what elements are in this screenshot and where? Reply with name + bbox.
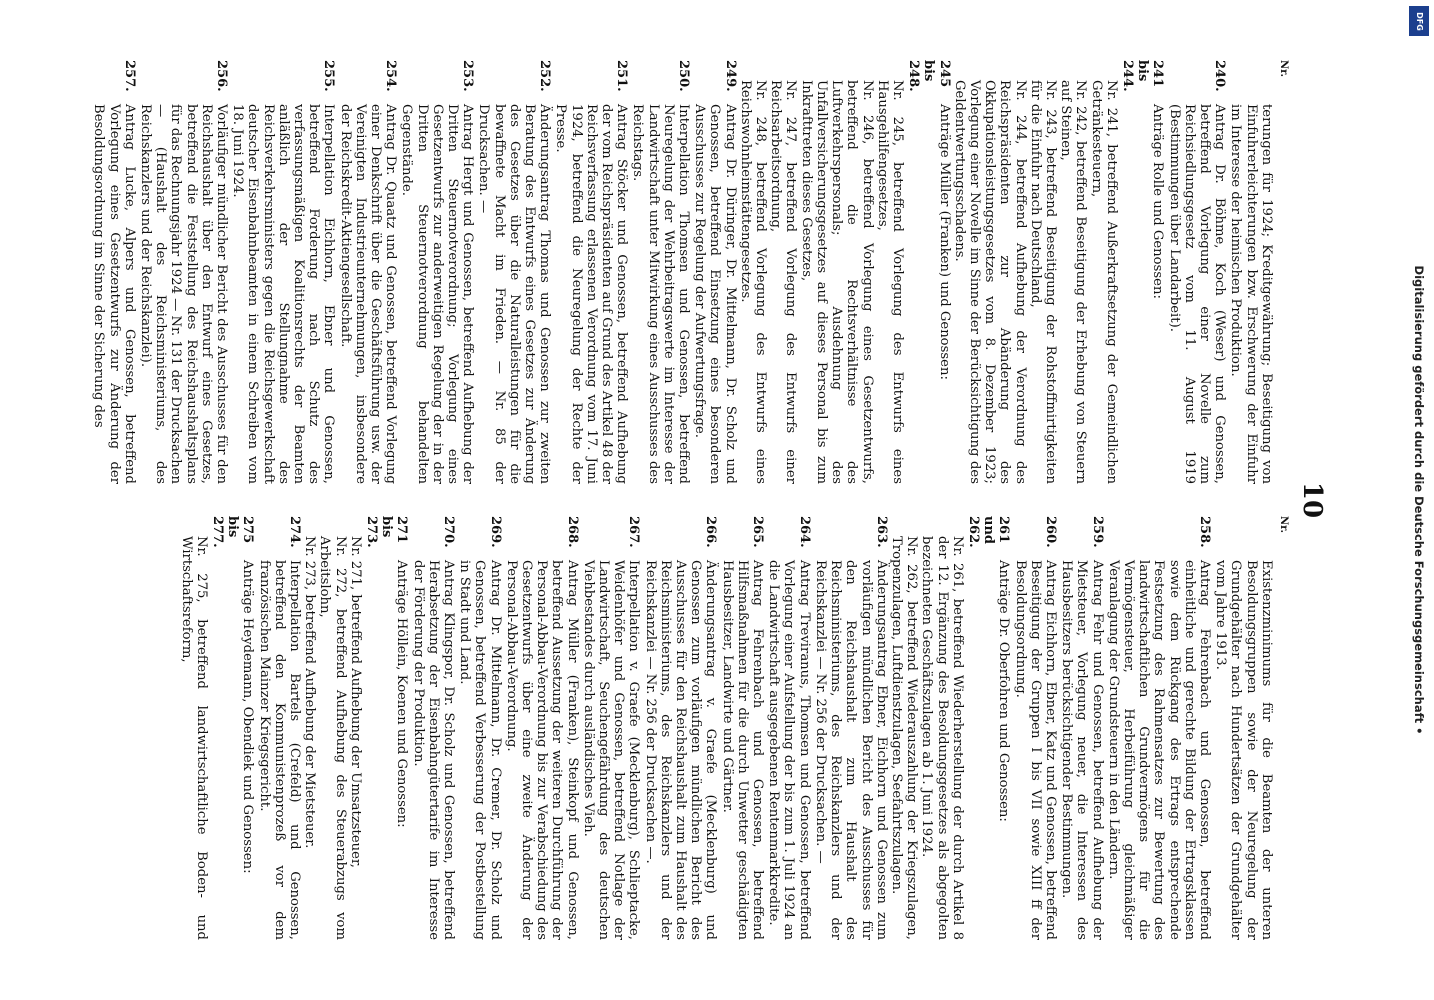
entry-text: Antrag Hergt und Genossen, betreffend Aufhebung der Dritten Steuernotverordnung; Vorlegung eines Gesetzentwurfs zur anderweitigen Regelung der in der Dritten Steuernotverordnung behandelten Gegenstände. — [399, 104, 476, 484]
entry-number: 264. — [796, 516, 812, 548]
entry — [1213, 516, 1274, 940]
entry-number: 268. — [564, 516, 580, 548]
entry-number: 259. — [1089, 516, 1105, 548]
entry — [692, 60, 738, 484]
entry-number: 249. — [722, 60, 738, 92]
left-column — [91, 60, 1291, 484]
sub-entry: Nr. 248, betreffend Vorlegung des Entwurfs eines Reichswohnheimstättengesetzes. — [737, 80, 769, 484]
sub-entry: Nr. 262, betreffend Wiederauszahlung der Kriegszulagen, Tropenzulagen, Luftdienstzulagen, Seefahrtszulagen. — [888, 536, 920, 940]
sub-entry: Nr. 245, betreffend Vorlegung des Entwurfs eines Hausgehilfengesetzes, — [874, 80, 905, 484]
entry-text: Antrag Müller (Franken), Steinkopf und Genossen, betreffend Aussetzung der weiteren Durchführung der Personal-Abbau-Verordnung bis zur Verabschiedung des Gesetzentwurfs über eine zweite Änderung der Personal-Abbau-Verordnung. — [503, 560, 580, 940]
nr-header: Nr. — [1278, 516, 1289, 533]
entry-text: Antrag Treviranus, Thomsen und Genossen, betreffend Vorlegung einer Aufstellung der bis zum 1. Juli 1924 an die Landwirtschaft ausgegebenen Rentenmarkkredite. — [766, 560, 812, 940]
entry-text: Antrag Stöcker und Genossen, betreffend Aufhebung der vom Reichspräsidenten auf Grund des Artikel 48 der Reichsverfassung erlassenen Verordnung vom 17. Juni 1924, betreffend die Neuregelung der Rechte der Presse. — [553, 104, 630, 484]
entry — [457, 516, 503, 940]
sub-entry: Nr. 244, betreffend Aufhebung der Verordnung des Reichspräsidenten zur Abänderung des Okkupationsleistungsgesetzes vom 8. Dezember 1923; Vorlegung einer Novelle im Sinne der Berücksichtigung des Geldentwertungsschadens. — [951, 80, 1028, 484]
entry-text: Antrag Fehr und Genossen, betreffend Aufhebung der Mietsteuer, Vorlegung neuer, die Interessen des Hausbesitzers berücksichtigender Bestimmungen. — [1059, 560, 1105, 940]
entry-number: 263. — [873, 516, 889, 548]
sub-entry: Nr. 275, betreffend landwirtschaftliche Boden- und Wirtschaftsreform, — [178, 536, 209, 940]
entry-text: Existenzminimums für die Beamten der unteren Besoldungsgruppen sowie der Neuregelung der Grundgehälter nach Hundertsätzen der Grundgehälter vom Jahre 1913. — [1213, 560, 1274, 940]
entry — [1166, 60, 1227, 484]
entry-number: 260. — [1042, 516, 1058, 548]
entry-text: Antrag Lucke, Alpers und Genossen, betreffend Vorlegung eines Gesetzentwurfs zur Änderung der Besoldungsordnung im Sinne der Sicherung des — [91, 104, 137, 484]
entry — [1106, 516, 1212, 940]
entry — [91, 60, 137, 484]
entry-text: Anträge Höllein, Koenen und Genossen: — [394, 560, 410, 828]
entry-number: 240. — [1212, 60, 1228, 92]
entry-number: 252. — [537, 60, 553, 92]
entry-number: 269. — [487, 516, 503, 548]
entry — [719, 516, 765, 940]
entry — [504, 516, 580, 940]
entry-number: 245 bis 248. — [906, 60, 952, 92]
entry-text: Antrag Eichhorn, Ebner, Katz und Genossen, betreffend Beseitigung der Gruppen I bis VII sowie XIII ff der Besoldungsordnung. — [1012, 560, 1058, 940]
dfg-credit: Digitalisierung gefördert durch die Deutsche Forschungsgemeinschaft • — [1412, 265, 1426, 735]
sub-entry: Nr. 246, betreffend Vorlegung eines Gesetzentwurfs, betreffend die Rechtsverhältnisse des Luftverkehrspersonals; Ausdehnung des Unfallversicherungsgesetzes auf dieses Personal bis zum Inkrafttreten dieses Gesetzes, — [798, 80, 875, 484]
entry — [813, 516, 889, 940]
entry — [1012, 516, 1058, 940]
nr-header: Nr. — [1278, 60, 1289, 77]
entry-text: Anträge Heydemann, Obendiek und Genossen: — [240, 560, 256, 874]
entry-text: Antrag Dr. Böhme, Koch (Weser) und Genossen, betreffend Vorlegung einer Novelle zum Reichsiedlungsgesetz vom 11. August 1919 (Bestimmungen über Landarbeit). — [1166, 104, 1228, 484]
entry — [256, 516, 302, 940]
entry — [410, 516, 456, 940]
entry-text: Änderungsantrag v. Graefe (Mecklenburg) und Genossen zum vorläufigen mündlichen Bericht des Ausschusses für den Reichshaushalt zum Haushalt des Reichsministeriums, des Reichskanzlers und der Reichskanzlei — Nr. 256 der Drucksachen —. — [642, 560, 719, 940]
sub-entry: Nr. 247, betreffend Vorlegung des Entwurfs einer Reichsarbeitsordnung, — [768, 80, 799, 484]
entry-text: Anträge Dr. Oberfohren und Genossen: — [996, 560, 1012, 822]
entry-number: 270. — [441, 516, 457, 548]
entry — [210, 516, 256, 940]
entry-number: 253. — [460, 60, 476, 92]
entry-text: Antrag Dr. Quaatz und Genossen, betreffend Vorlegung einer Denkschrift über die Geschäftsführung usw. der Vereinigten Industrieunternehmungen, insbesondere der Reichskredit-Aktiengesellschaft. — [337, 104, 399, 484]
dfg-logo-text: DFG — [1414, 11, 1424, 31]
entry-text: Antrag Dr. Mittelmann, Dr. Cremer, Dr. Scholz und Genossen, betreffend Verbesserung der Postbestellung in Stadt und Land. — [457, 560, 503, 940]
entry — [138, 60, 229, 484]
entry-number: 266. — [703, 516, 719, 548]
entry-text: Antrag Fehrenbach und Genossen, betreffend einheitliche und gerechte Bildung der Ertragsklassen sowie dem Rückgang des Ertrags entsprechende Festsetzung des Rahmensatzes zur Bewertung des landwirtschaftlichen Grundvermögens für die Vermögensteuer, Herbeiführung gleichmäßiger Veranlagung der Grundsteuern in den Ländern. — [1105, 560, 1212, 940]
entry-text: Anträge Rolle und Genossen: — [1150, 104, 1166, 299]
dfg-logo-icon — [1409, 6, 1429, 36]
entry-number: 254. — [383, 60, 399, 92]
entry — [906, 60, 952, 484]
entry-text: Interpellation Eichhorn, Ebner und Genossen, betreffend Forderung nach Schutz des verfassungsmäßigen Koalitionsrechts der Beamten anläßlich der Stellungnahme des Reichsverkehrsministers gegen die Reichsgewerkschaft deutscher Eisenbahnbeamten in einem Schreiben vom 18. Juni 1924. — [230, 104, 337, 484]
entry-number: 251. — [614, 60, 630, 92]
entry-text: Änderungsantrag Ebner, Eichhorn und Genossen zum vorläufigen mündlichen Bericht des Ausschusses für den Reichshaushalt zum Haushalt des Reichsministeriums, des Reichskanzlers und der Reichskanzlei — Nr. 256 der Drucksachen. — — [812, 560, 889, 940]
entry — [966, 516, 1012, 940]
entry-text: Vorläufiger mündlicher Bericht des Ausschusses für den Reichshaushalt über den Entwurf eines Gesetzes, betreffend die Feststellung des Reichshaushaltsplans für das Rechnungsjahr 1924 — Nr. 131 der Drucksachen — (Haushalt des Reichsministeriums, des Reichskanzlers und der Reichskanzlei). — [137, 104, 229, 484]
entry-text: terungen für 1924; Kreditgewährung; Beseitigung von Einfuhrerleichterungen bzw. Erschwerung der Einfuhr im Interesse der heimischen Produktion. — [1228, 104, 1274, 484]
sub-entry: Nr. 261, betreffend Wiederherstellung der durch Artikel 8 der 12. Ergänzung des Besoldungsgesetzes als abgegolten bezeichneten Geschäftszulagen ab 1. Juni 1924. — [919, 536, 965, 940]
entry — [230, 60, 336, 484]
entry-number: 275 bis 277. — [209, 516, 256, 548]
entry-number: 274. — [287, 516, 302, 548]
entry-text: Interpellation Bartels (Crefeld) und Genossen, betreffend den Kommunistenprozeß vor dem französischen Mainzer Kriegsgericht. — [256, 560, 302, 940]
right-column — [111, 516, 1291, 940]
dfg-sidebar — [1404, 0, 1434, 1000]
entry-number: 257. — [121, 60, 137, 92]
entry-text: Interpellation Thomsen und Genossen, betreffend Neuregelung der Wehrbeitragswerte im Interesse der Landwirtschaft unter Mitwirkung eines Ausschusses des Reichstags. — [630, 104, 692, 484]
entry — [399, 60, 475, 484]
entry-text: Interpellation v. Graefe (Mecklenburg), Schlieptacke, Weidenhöfer und Genossen, betreffend Notlage der Landwirtschaft, Seuchengefährdung des deutschen Viehbestandes durch ausländisches Vieh. — [580, 560, 642, 940]
entry-number: 267. — [626, 516, 642, 548]
entry — [581, 516, 642, 940]
rotated-page — [77, 20, 1357, 980]
entry-text: Antrag Dr. Düringer, Dr. Mittelmann, Dr. Scholz und Genossen, betreffend Einsetzung eines besonderen Ausschusses zur Regelung der Aufwertungsfrage. — [692, 104, 738, 484]
entry-number: 256. — [213, 60, 229, 92]
entry — [766, 516, 812, 940]
sub-entry: Nr. 272, betreffend Aufhebung des Steuerabzugs vom Arbeitslohn, — [317, 536, 348, 940]
entry-text: Anträge Müller (Franken) und Genossen: — [936, 104, 952, 380]
sub-entry: Nr. 243, betreffend Beseitigung der Rohstoffmirtigkeiten für die Einfuhr nach Deutschland, — [1027, 80, 1058, 484]
entry-text: Antrag Klingspor, Dr. Scholz und Genossen, betreffend Herabsetzung der Eisenbahngütertarife im Interesse der Förderung der Produktion. — [410, 560, 457, 940]
entry — [337, 60, 398, 484]
entry — [553, 60, 629, 484]
entry-number: 258. — [1196, 516, 1212, 548]
entry-number — [1228, 60, 1274, 104]
entry — [364, 516, 410, 940]
entry — [630, 60, 691, 484]
entry — [1228, 60, 1274, 484]
sub-entry: Nr. 242, betreffend Beseitigung der Erhebung von Steuern auf Steinen, — [1058, 80, 1089, 484]
sub-entry: Nr. 241, betreffend Außerkraftsetzung der Gemeindlichen Getränkesteuern, — [1088, 80, 1119, 484]
entry-number: 265. — [750, 516, 766, 548]
entry — [1120, 60, 1166, 484]
entry-text: Antrag Fehrenbach und Genossen, betreffend Hilfsmaßnahmen für die durch Unwetter geschädigten Hausbesitzer, Landwirte und Gärtner. — [719, 560, 766, 940]
sub-entry: Nr. 271, betreffend Aufhebung der Umsatzsteuer, — [347, 536, 363, 868]
sub-entry: Nr. 273, betreffend Aufhebung der Mietsteuer. — [302, 536, 318, 849]
entry-number: 255. — [321, 60, 337, 92]
entry-number: 271 bis 273. — [364, 516, 410, 548]
entry-number — [1213, 516, 1274, 560]
entry-text: Änderungsantrag Thomas und Genossen zur zweiten Beratung des Entwurfs eines Gesetzes zur Änderung des Gesetzes über die Naturalleistungen für die bewaffnete Macht im Frieden. — Nr. 85 der Drucksachen. — — [476, 104, 553, 484]
entry — [476, 60, 552, 484]
entry-number: 261 und 262. — [965, 516, 1012, 548]
entry — [1059, 516, 1105, 940]
columns — [91, 60, 1291, 940]
entry-number: 241 bis 244. — [1119, 60, 1166, 92]
entry — [642, 516, 718, 940]
entry-number: 250. — [676, 60, 692, 92]
page-number: 10 — [1297, 481, 1327, 519]
